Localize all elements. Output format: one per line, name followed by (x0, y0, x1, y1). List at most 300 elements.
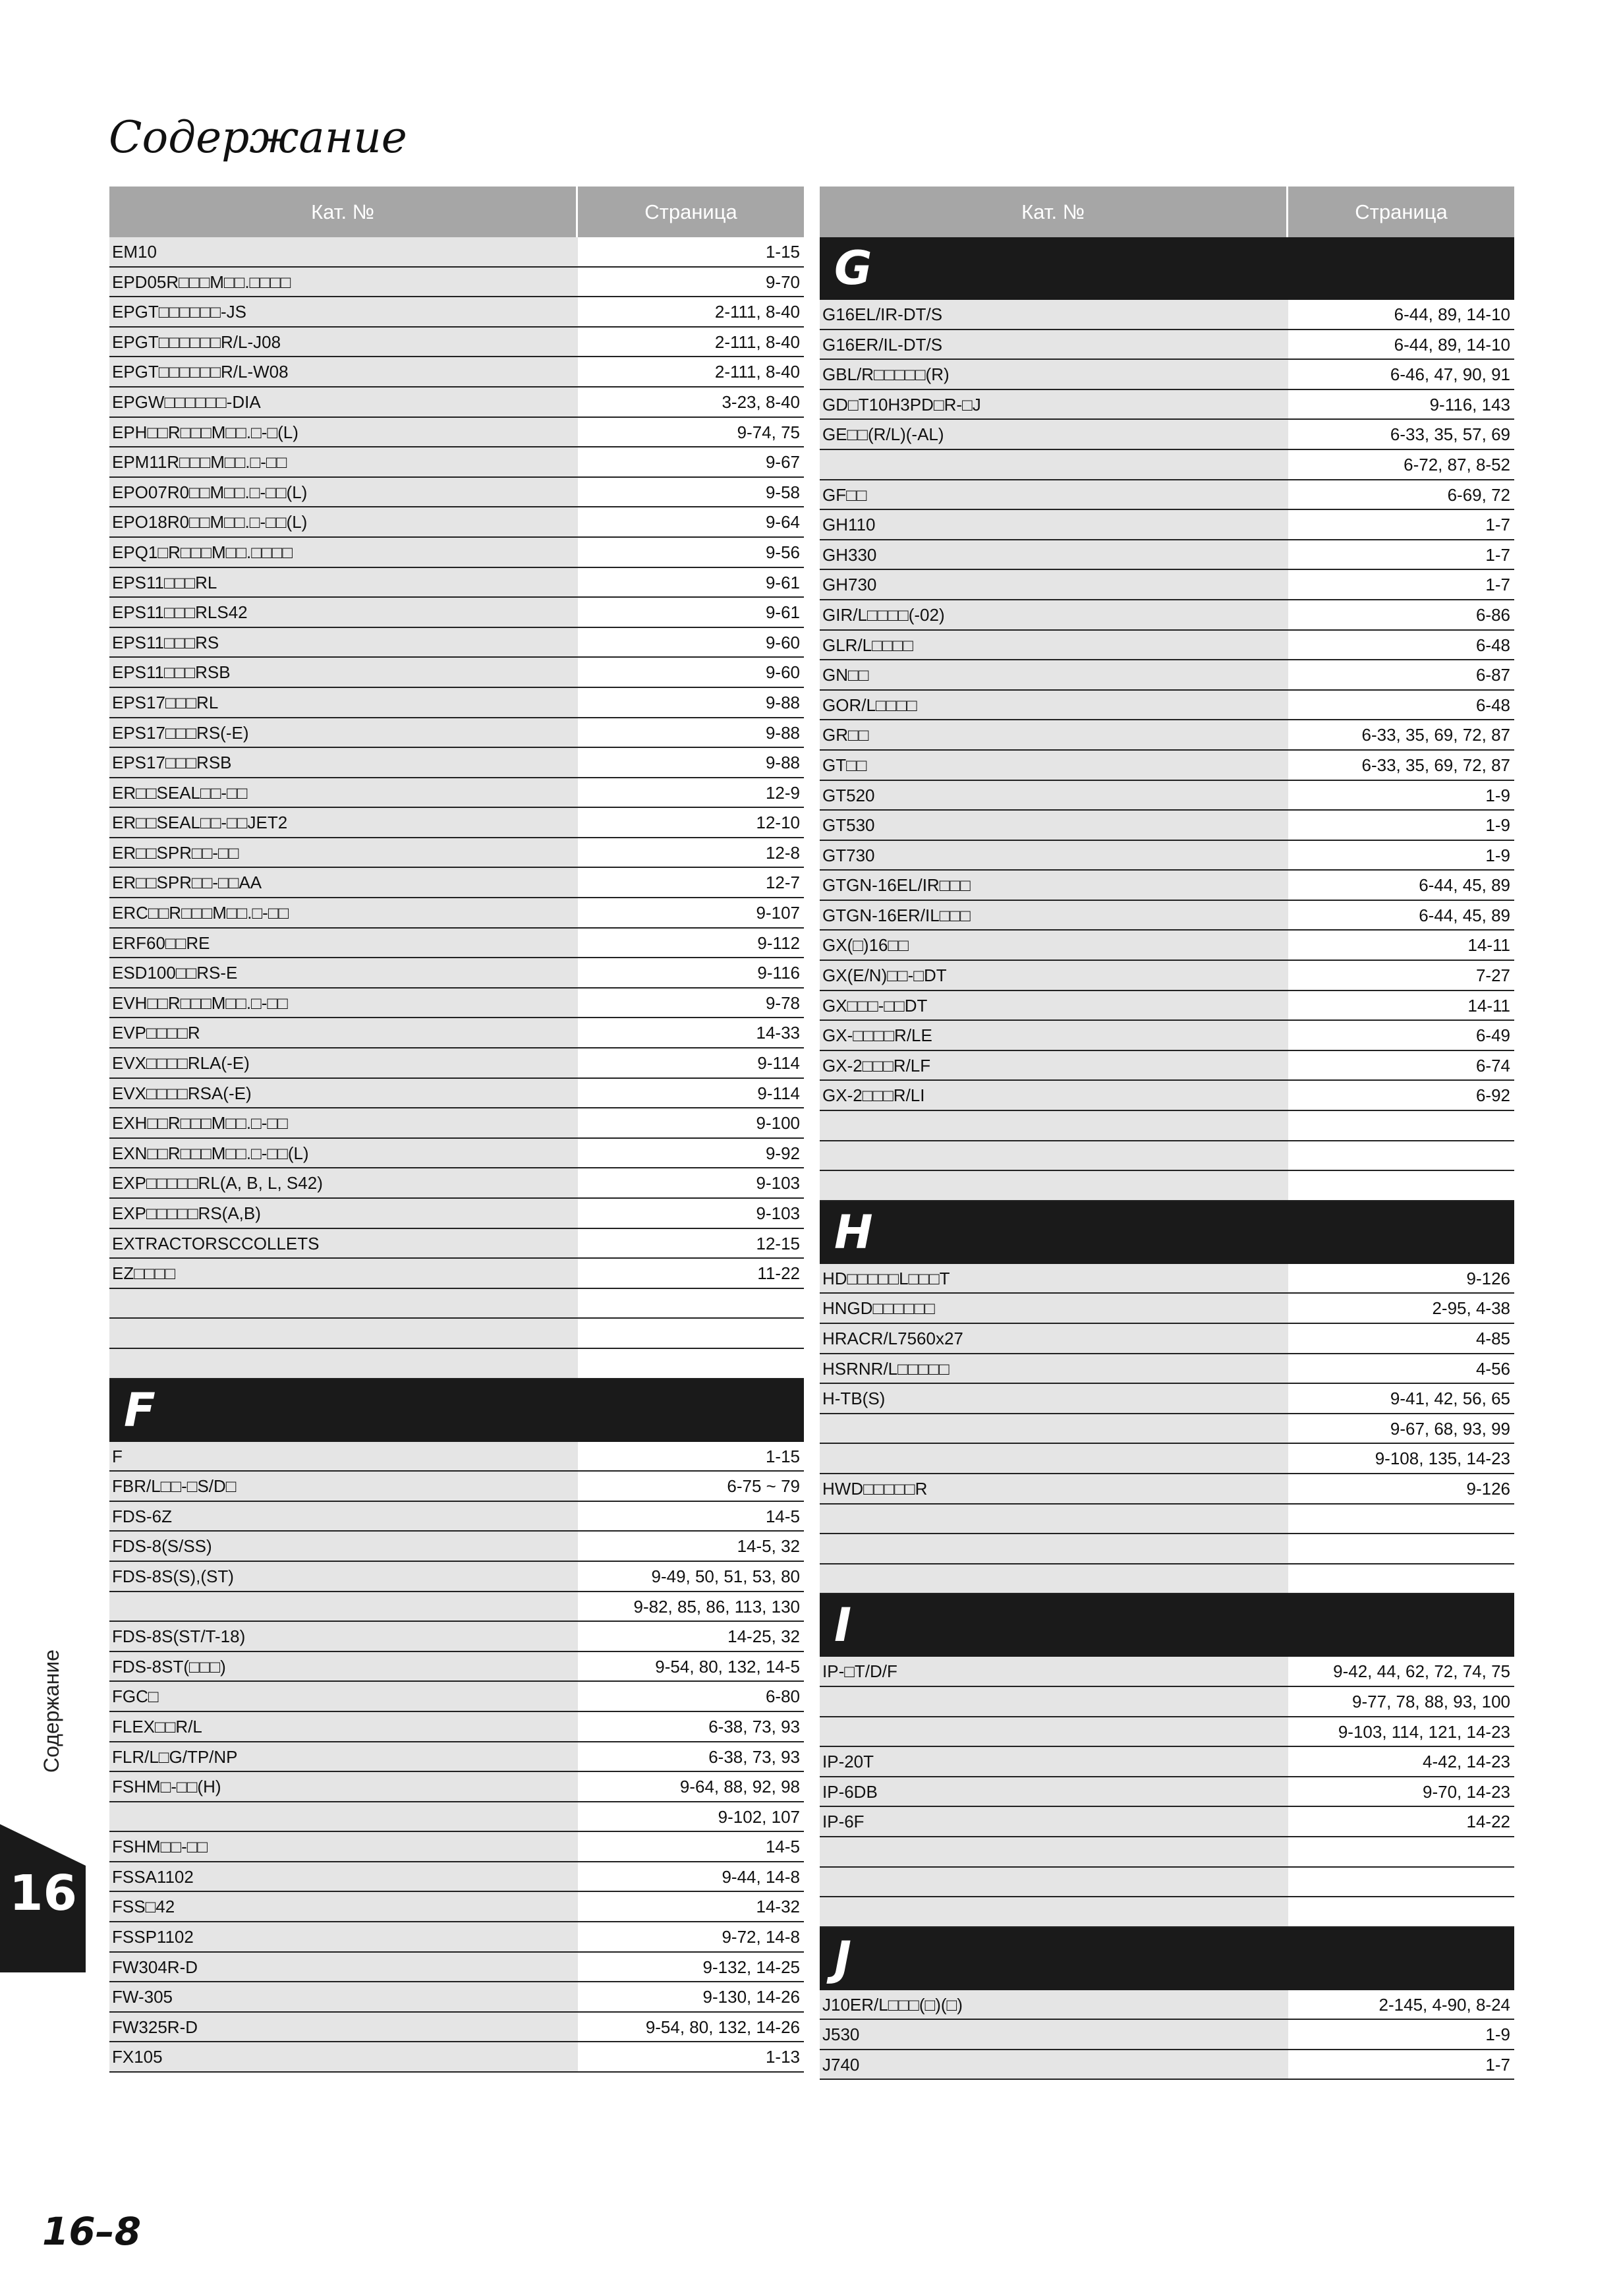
table-row (109, 1532, 804, 1562)
table-row (820, 2050, 1514, 2081)
page-reference-cell: 9-112 (757, 933, 800, 953)
page-number: 16–8 (42, 2209, 142, 2254)
table-row (820, 720, 1514, 751)
table-row (109, 237, 804, 268)
catalog-number-cell: EPGW□□□□□□-DIA (109, 387, 578, 416)
catalog-number-cell: EPS11□□□RL (109, 568, 578, 597)
catalog-number-cell: EVH□□R□□□M□□.□-□□ (109, 989, 578, 1018)
table-row (109, 1229, 804, 1259)
page-reference-cell: 9-100 (756, 1113, 800, 1134)
table-body (820, 237, 1514, 2080)
table-row (109, 1742, 804, 1773)
catalog-number-cell: EXTRACTORSCCOLLETS (109, 1229, 578, 1258)
table-row (109, 418, 804, 448)
catalog-number-cell (109, 1319, 578, 1348)
catalog-number-cell: HNGD□□□□□□ (820, 1294, 1288, 1323)
table-row (820, 1657, 1514, 1687)
catalog-number-cell: GT520 (820, 781, 1288, 810)
catalog-number-cell: FLEX□□R/L (109, 1712, 578, 1741)
catalog-number-cell: EVX□□□□RSA(-E) (109, 1079, 578, 1108)
page-reference-cell: 9-116, 143 (1429, 394, 1510, 415)
catalog-number-cell: HD□□□□□L□□□T (820, 1264, 1288, 1293)
page-reference-cell (1288, 1868, 1514, 1897)
catalog-number-cell (820, 1897, 1288, 1926)
page-reference-cell: 9-92 (765, 1143, 800, 1163)
table-row (820, 1990, 1514, 2021)
table-row (109, 838, 804, 869)
catalog-number-cell: GE□□(R/L)(-AL) (820, 420, 1288, 449)
catalog-number-cell: EPO18R0□□M□□.□-□□(L) (109, 507, 578, 536)
catalog-number-cell: EZ□□□□ (109, 1259, 578, 1288)
table-row (109, 268, 804, 298)
section-letter-header: F (109, 1379, 804, 1442)
catalog-number-cell: ER□□SPR□□-□□AA (109, 868, 578, 897)
page-reference-cell: 6-75 ~ 79 (727, 1476, 800, 1497)
table-row (109, 898, 804, 929)
page-reference-cell: 14-5 (765, 1837, 800, 1857)
page-reference-cell: 9-114 (757, 1053, 800, 1074)
table-row (109, 1079, 804, 1109)
catalog-number-cell: ER□□SEAL□□-□□ (109, 778, 578, 807)
catalog-number-cell: J530 (820, 2020, 1288, 2049)
table-row (820, 631, 1514, 661)
page-reference-cell: 9-107 (756, 903, 800, 923)
catalog-number-cell: GBL/R□□□□□(R) (820, 360, 1288, 389)
catalog-number-cell: IP-6DB (820, 1777, 1288, 1806)
catalog-number-cell: GX(E/N)□□-□DT (820, 961, 1288, 990)
header-page: Страница (1355, 200, 1448, 223)
page-reference-cell: 9-77, 78, 88, 93, 100 (1352, 1691, 1510, 1711)
table-row (820, 841, 1514, 871)
table-row (820, 961, 1514, 991)
table-row (109, 1289, 804, 1319)
page-reference-cell: 6-33, 35, 69, 72, 87 (1361, 725, 1510, 745)
section-letter-header: I (820, 1594, 1514, 1657)
page-reference-cell: 6-44, 89, 14-10 (1394, 334, 1510, 355)
page-reference-cell: 12-9 (765, 782, 800, 803)
table-row (109, 1168, 804, 1199)
catalog-number-cell (820, 1534, 1288, 1563)
page-reference-cell: 6-92 (1475, 1085, 1510, 1106)
catalog-number-cell: IP-6F (820, 1807, 1288, 1836)
table-row (109, 1862, 804, 1893)
page-reference-cell: 9-88 (765, 753, 800, 773)
catalog-number-cell (820, 1687, 1288, 1716)
catalog-number-cell: GOR/L□□□□ (820, 691, 1288, 720)
table-row (820, 1837, 1514, 1868)
table-row (109, 1682, 804, 1712)
catalog-number-cell (109, 1289, 578, 1318)
table-row (109, 568, 804, 598)
table-row (109, 598, 804, 628)
page-reference-cell: 2-95, 4-38 (1432, 1298, 1510, 1319)
page-reference-cell: 9-82, 85, 86, 113, 130 (633, 1596, 800, 1617)
table-row (820, 1141, 1514, 1172)
table-row (109, 357, 804, 387)
table-row (820, 1747, 1514, 1777)
page-title: Содержание (109, 112, 407, 163)
table-row (820, 871, 1514, 901)
page-reference-cell: 6-44, 45, 89 (1419, 905, 1510, 925)
table-row (109, 1622, 804, 1652)
page-reference-cell: 9-103 (756, 1173, 800, 1193)
page-reference-cell: 9-41, 42, 56, 65 (1390, 1389, 1510, 1409)
page-reference-cell: 9-61 (765, 602, 800, 623)
table-row (109, 1562, 804, 1592)
page-reference-cell: 12-10 (756, 813, 800, 833)
table-row (109, 1922, 804, 1953)
catalog-number-cell: FBR/L□□-□S/D□ (109, 1472, 578, 1501)
catalog-number-cell (820, 1171, 1288, 1200)
table-row (820, 1807, 1514, 1837)
table-row (820, 420, 1514, 450)
table-row (109, 1832, 804, 1862)
table-row (109, 2042, 804, 2073)
page-reference-cell: 14-22 (1466, 1812, 1510, 1832)
page-reference-cell: 6-49 (1475, 1025, 1510, 1046)
page-reference-cell: 1-15 (765, 242, 800, 262)
page-reference-cell: 9-114 (757, 1083, 800, 1103)
catalog-number-cell: EPGT□□□□□□R/L-J08 (109, 328, 578, 357)
page-reference-cell: 6-74 (1475, 1055, 1510, 1076)
section-letter-header: G (820, 237, 1514, 300)
page-reference-cell: 6-69, 72 (1447, 484, 1510, 505)
page-reference-cell: 3-23, 8-40 (722, 391, 800, 412)
table-row (109, 507, 804, 538)
table-row (109, 658, 804, 688)
page-reference-cell: 2-111, 8-40 (714, 302, 800, 322)
page-reference-cell: 9-64, 88, 92, 98 (679, 1777, 800, 1797)
page-reference-cell: 9-70, 14-23 (1423, 1781, 1510, 1802)
catalog-number-cell: EPGT□□□□□□-JS (109, 297, 578, 326)
page-reference-cell: 6-46, 47, 90, 91 (1390, 364, 1510, 385)
chapter-number: 16 (9, 1865, 77, 1922)
catalog-number-cell (109, 1349, 578, 1378)
table-row (820, 480, 1514, 511)
section-letter-header: J (820, 1928, 1514, 1990)
page-reference-cell: 9-88 (765, 722, 800, 743)
table-row (820, 1384, 1514, 1414)
catalog-number-cell: GH730 (820, 570, 1288, 599)
page-reference-cell: 2-111, 8-40 (714, 331, 800, 352)
page-reference-cell: 6-72, 87, 8-52 (1404, 454, 1510, 474)
page-reference-cell: 9-60 (765, 632, 800, 652)
table-row (820, 360, 1514, 390)
catalog-number-cell: EPH□□R□□□M□□.□-□(L) (109, 418, 578, 447)
page-reference-cell: 14-32 (756, 1897, 800, 1917)
catalog-number-cell: J740 (820, 2050, 1288, 2079)
page-reference-cell: 6-33, 35, 57, 69 (1390, 424, 1510, 445)
catalog-number-cell: HWD□□□□□R (820, 1474, 1288, 1503)
catalog-number-cell (820, 1141, 1288, 1170)
table-row (820, 1474, 1514, 1505)
catalog-number-cell: F (109, 1442, 578, 1471)
page-reference-cell: 12-7 (765, 873, 800, 893)
page-reference-cell: 9-103 (756, 1203, 800, 1223)
catalog-number-cell: FDS-8ST(□□□) (109, 1652, 578, 1681)
table-row (109, 1108, 804, 1139)
catalog-number-cell: FLR/L□G/TP/NP (109, 1742, 578, 1771)
catalog-number-cell: EM10 (109, 237, 578, 266)
catalog-number-cell (820, 1868, 1288, 1897)
catalog-number-cell: GD□T10H3PD□R-□J (820, 390, 1288, 419)
catalog-number-cell: EPS11□□□RS (109, 628, 578, 657)
page-reference-cell (1288, 1171, 1514, 1200)
table-header (820, 187, 1514, 237)
table-row (109, 688, 804, 718)
table-row (109, 328, 804, 358)
page-reference-cell (578, 1289, 804, 1318)
table-row (820, 1081, 1514, 1111)
catalog-number-cell: GTGN-16EL/IR□□□ (820, 871, 1288, 900)
catalog-number-cell: GX-2□□□R/LI (820, 1081, 1288, 1110)
table-row (820, 1111, 1514, 1141)
page-reference-cell: 12-8 (765, 842, 800, 863)
catalog-number-cell (820, 1564, 1288, 1593)
table-row (109, 958, 804, 989)
catalog-number-cell: ER□□SPR□□-□□ (109, 838, 578, 867)
table-row (820, 1717, 1514, 1748)
table-header (109, 187, 804, 237)
table-row (820, 2020, 1514, 2050)
table-row (109, 1139, 804, 1169)
table-row (820, 660, 1514, 691)
table-row (820, 450, 1514, 480)
catalog-number-cell (820, 1414, 1288, 1443)
header-catalog-number: Кат. № (820, 187, 1288, 237)
table-row (109, 1048, 804, 1079)
page-reference-cell: 6-44, 89, 14-10 (1394, 304, 1510, 324)
catalog-number-cell: GF□□ (820, 480, 1288, 509)
page-reference-cell (1288, 1897, 1514, 1926)
page-reference-cell: 1-9 (1485, 785, 1510, 805)
page-reference-cell: 9-78 (765, 992, 800, 1013)
catalog-number-cell: ERF60□□RE (109, 929, 578, 958)
table-row (109, 868, 804, 898)
catalog-number-cell: HRACR/L7560x27 (820, 1324, 1288, 1353)
page-reference-cell: 1-7 (1485, 544, 1510, 565)
catalog-number-cell: FDS-6Z (109, 1502, 578, 1531)
page-reference-cell: 2-111, 8-40 (714, 362, 800, 382)
catalog-number-cell: EPQ1□R□□□M□□.□□□□ (109, 538, 578, 567)
catalog-number-cell: GX-2□□□R/LF (820, 1051, 1288, 1080)
table-row (109, 1892, 804, 1922)
catalog-number-cell: H-TB(S) (820, 1384, 1288, 1413)
page-reference-cell (1288, 1837, 1514, 1866)
page-reference-cell (1288, 1505, 1514, 1534)
table-row (820, 1868, 1514, 1898)
table-row (109, 778, 804, 809)
catalog-number-cell: FW304R-D (109, 1953, 578, 1982)
catalog-number-cell (820, 1111, 1288, 1140)
table-body (109, 237, 804, 2073)
table-row (820, 1564, 1514, 1595)
table-row (109, 1772, 804, 1802)
table-row (109, 297, 804, 328)
page-reference-cell: 12-15 (756, 1233, 800, 1253)
catalog-number-cell: GLR/L□□□□ (820, 631, 1288, 660)
page-reference-cell: 9-44, 14-8 (722, 1866, 800, 1887)
table-row (820, 1777, 1514, 1808)
page-reference-cell: 6-86 (1475, 604, 1510, 625)
catalog-number-cell: GT530 (820, 811, 1288, 840)
table-row (109, 1802, 804, 1833)
catalog-number-cell: FSS□42 (109, 1892, 578, 1921)
page-reference-cell: 2-145, 4-90, 8-24 (1378, 1994, 1510, 2015)
catalog-number-cell: GH110 (820, 510, 1288, 539)
table-row (109, 1018, 804, 1048)
table-row (820, 1051, 1514, 1081)
page-reference-cell: 9-58 (765, 482, 800, 502)
catalog-number-cell: FX105 (109, 2042, 578, 2071)
catalog-number-cell: FDS-8S(S),(ST) (109, 1562, 578, 1591)
catalog-number-cell: HSRNR/L□□□□□ (820, 1354, 1288, 1383)
table-row (820, 901, 1514, 931)
table-row (820, 1324, 1514, 1354)
table-row (109, 1442, 804, 1472)
catalog-number-cell: EXP□□□□□RL(A, B, L, S42) (109, 1168, 578, 1197)
catalog-number-cell: GTGN-16ER/IL□□□ (820, 901, 1288, 930)
catalog-number-cell: FSHM□-□□(H) (109, 1772, 578, 1801)
side-tab-label: Содержание (40, 1649, 63, 1773)
table-row (820, 781, 1514, 811)
catalog-number-cell: J10ER/L□□□(□)(□) (820, 1990, 1288, 2019)
catalog-number-cell: EXP□□□□□RS(A,B) (109, 1199, 578, 1228)
catalog-number-cell: GX(□)16□□ (820, 931, 1288, 960)
page-reference-cell: 6-80 (765, 1686, 800, 1707)
table-row (820, 1534, 1514, 1564)
catalog-number-cell: EPO07R0□□M□□.□-□□(L) (109, 478, 578, 507)
table-row (109, 1199, 804, 1229)
catalog-number-cell (820, 1505, 1288, 1534)
catalog-number-cell: EPS17□□□RSB (109, 748, 578, 777)
table-row (820, 691, 1514, 721)
catalog-number-cell: G16ER/IL-DT/S (820, 330, 1288, 359)
page-reference-cell: 4-42, 14-23 (1423, 1752, 1510, 1772)
table-row (820, 570, 1514, 600)
page-reference-cell: 9-72, 14-8 (722, 1927, 800, 1947)
catalog-number-cell (109, 1592, 578, 1621)
page-reference-cell: 1-15 (765, 1446, 800, 1466)
table-row (109, 447, 804, 478)
table-row (109, 718, 804, 749)
page-reference-cell: 6-44, 45, 89 (1419, 875, 1510, 896)
page-reference-cell: 6-33, 35, 69, 72, 87 (1361, 755, 1510, 775)
table-row (820, 510, 1514, 540)
table-row (109, 538, 804, 568)
table-row (109, 1652, 804, 1682)
page-reference-cell: 9-60 (765, 662, 800, 683)
catalog-number-cell: GN□□ (820, 660, 1288, 689)
catalog-number-cell: EPS17□□□RL (109, 688, 578, 717)
catalog-number-cell (109, 1802, 578, 1831)
page-reference-cell: 1-7 (1485, 575, 1510, 595)
table-row (820, 751, 1514, 781)
catalog-number-cell (820, 1444, 1288, 1473)
page-reference-cell: 14-5, 32 (737, 1536, 800, 1557)
table-row (820, 1444, 1514, 1474)
catalog-number-cell: GIR/L□□□□(-02) (820, 600, 1288, 629)
catalog-number-cell: FSSA1102 (109, 1862, 578, 1891)
catalog-number-cell: GX□□□-□□DT (820, 991, 1288, 1020)
table-row (109, 387, 804, 418)
table-row (820, 1687, 1514, 1717)
catalog-number-cell: ESD100□□RS-E (109, 958, 578, 987)
table-row (109, 1349, 804, 1379)
header-page: Страница (644, 200, 737, 223)
page-reference-cell: 6-38, 73, 93 (708, 1716, 800, 1736)
page-reference-cell: 11-22 (757, 1263, 800, 1284)
page-reference-cell: 9-108, 135, 14-23 (1375, 1449, 1510, 1469)
catalog-number-cell: EPGT□□□□□□R/L-W08 (109, 357, 578, 386)
catalog-number-cell: EVX□□□□RLA(-E) (109, 1048, 578, 1077)
table-row (109, 1982, 804, 2013)
table-row (109, 1953, 804, 1983)
page-reference-cell: 14-11 (1467, 995, 1510, 1016)
catalog-number-cell: FGC□ (109, 1682, 578, 1711)
table-row (109, 989, 804, 1019)
table-row (820, 1505, 1514, 1535)
table-row (109, 748, 804, 778)
catalog-number-cell: EPS11□□□RLS42 (109, 598, 578, 627)
page-reference-cell: 9-126 (1466, 1478, 1510, 1499)
table-row (820, 991, 1514, 1021)
page-reference-cell: 9-49, 50, 51, 53, 80 (651, 1566, 800, 1586)
table-row (820, 540, 1514, 571)
page-reference-cell: 14-25, 32 (727, 1626, 800, 1647)
table-row (109, 1472, 804, 1502)
catalog-number-cell: FDS-8(S/SS) (109, 1532, 578, 1561)
table-row (820, 390, 1514, 420)
page-reference-cell: 14-5 (765, 1506, 800, 1526)
page-reference-cell: 9-88 (765, 692, 800, 712)
catalog-number-cell: EPD05R□□□M□□.□□□□ (109, 268, 578, 297)
table-row (109, 2013, 804, 2043)
catalog-number-cell: FDS-8S(ST/T-18) (109, 1622, 578, 1651)
page-reference-cell: 9-70 (765, 272, 800, 292)
page-reference-cell: 9-130, 14-26 (702, 1987, 800, 2007)
page-reference-cell: 9-56 (765, 542, 800, 562)
table-row (109, 1319, 804, 1349)
page-reference-cell: 7-27 (1475, 965, 1510, 986)
page-reference-cell: 9-67, 68, 93, 99 (1390, 1418, 1510, 1439)
table-row (820, 1021, 1514, 1051)
index-table-right (820, 187, 1514, 2080)
table-row (820, 1294, 1514, 1324)
table-row (820, 300, 1514, 330)
page-reference-cell: 1-7 (1485, 2054, 1510, 2075)
page-reference-cell: 14-11 (1467, 935, 1510, 956)
catalog-number-cell (820, 1837, 1288, 1866)
page-reference-cell: 1-9 (1485, 845, 1510, 865)
catalog-number-cell: G16EL/IR-DT/S (820, 300, 1288, 329)
catalog-number-cell: GR□□ (820, 720, 1288, 749)
catalog-number-cell: EXN□□R□□□M□□.□-□□(L) (109, 1139, 578, 1168)
index-table-left (109, 187, 804, 2073)
table-row (820, 811, 1514, 841)
section-letter-header: H (820, 1201, 1514, 1264)
page-reference-cell: 6-38, 73, 93 (708, 1746, 800, 1767)
page-reference-cell: 9-126 (1466, 1268, 1510, 1288)
catalog-number-cell: FSHM□□-□□ (109, 1832, 578, 1861)
table-row (820, 931, 1514, 961)
catalog-number-cell: IP-□T/D/F (820, 1657, 1288, 1686)
catalog-number-cell: EVP□□□□R (109, 1018, 578, 1047)
page-reference-cell: 9-74, 75 (737, 422, 800, 442)
table-row (109, 1712, 804, 1742)
page-reference-cell (1288, 1111, 1514, 1140)
catalog-number-cell: EPM11R□□□M□□.□-□□ (109, 447, 578, 476)
